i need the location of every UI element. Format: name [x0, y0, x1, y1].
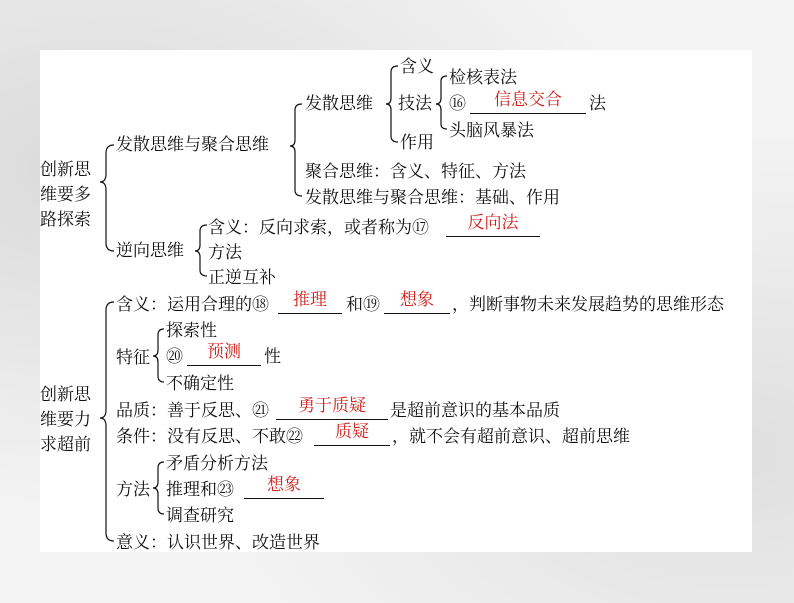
- part2-title-line-1: 创新思: [40, 385, 91, 405]
- blank17-underline: [446, 236, 540, 237]
- technique-info-suffix: 法: [589, 94, 606, 114]
- blank18-underline: [278, 313, 342, 314]
- feature-predict-suffix: 性: [264, 347, 281, 367]
- reverse-label: 逆向思维: [116, 241, 184, 261]
- convergent-label: 聚合思维：含义、特征、方法: [305, 162, 526, 182]
- blank18-answer: 推理: [293, 290, 327, 310]
- technique-brainstorm: 头脑风暴法: [449, 121, 534, 141]
- brace-divergent-convergent: [290, 104, 302, 196]
- method-survey: 调查研究: [166, 506, 234, 526]
- reverse-complement: 正逆互补: [208, 268, 276, 288]
- divergent-convergent-label: 发散思维与聚合思维: [116, 135, 269, 155]
- and19-label: 和⑲: [346, 295, 380, 315]
- part1-title-line-3: 路探索: [40, 210, 91, 230]
- method-contradiction: 矛盾分析方法: [166, 454, 268, 474]
- brace-feature: [153, 329, 164, 382]
- relation-label: 发散思维与聚合思维：基础、作用: [305, 188, 560, 208]
- blank21-answer: 勇于质疑: [298, 396, 366, 416]
- blank20-answer: 预测: [207, 342, 241, 362]
- blank17-answer: 反向法: [467, 213, 519, 233]
- part2-title-line-2: 维要力: [40, 410, 91, 430]
- blank22-answer: 质疑: [335, 422, 369, 442]
- divergent-meaning: 含义: [400, 57, 434, 77]
- brace-divergent: [386, 66, 398, 142]
- significance-label: 意义：认识世界、改造世界: [116, 533, 320, 553]
- reverse-method: 方法: [208, 243, 242, 263]
- part1-title-line-2: 维要多: [40, 185, 91, 205]
- blank19-underline: [384, 313, 450, 314]
- quality-prefix: 品质：善于反思、㉑: [116, 401, 269, 421]
- foresight-meaning-prefix: 含义：运用合理的⑱: [116, 295, 269, 315]
- blank23-underline: [244, 498, 324, 499]
- feature-uncertain: 不确定性: [166, 374, 234, 394]
- blank16-answer: 信息交合: [494, 90, 562, 110]
- part1-title-line-1: 创新思: [40, 160, 91, 180]
- condition-suffix: ，就不会有超前意识、超前思维: [392, 427, 630, 447]
- blank21-underline: [276, 419, 388, 420]
- blank22-underline: [314, 445, 390, 446]
- method-label: 方法: [116, 480, 150, 500]
- blank16-underline: [470, 113, 586, 114]
- brace-part1: [100, 145, 114, 251]
- blank23-answer: 想象: [267, 475, 301, 495]
- blank16-number: ⑯: [449, 94, 466, 114]
- divergent-function: 作用: [400, 133, 434, 153]
- feature-label: 特征: [116, 348, 150, 368]
- brace-part2: [100, 302, 114, 541]
- brace-reverse: [195, 225, 207, 276]
- foresight-meaning-suffix: ，判断事物未来发展趋势的思维形态: [452, 295, 724, 315]
- reverse-meaning: 含义：反向求索，或者称为⑰: [208, 218, 429, 238]
- part2-title-line-3: 求超前: [40, 435, 91, 455]
- blank19-answer: 想象: [400, 290, 434, 310]
- blank20-number: ⑳: [166, 347, 183, 367]
- blank20-underline: [187, 365, 261, 366]
- condition-prefix: 条件：没有反思、不敢㉒: [116, 427, 303, 447]
- divergent-label: 发散思维: [305, 94, 373, 114]
- divergent-method: 技法: [398, 94, 432, 114]
- method-reasoning: 推理和㉓: [166, 480, 234, 500]
- quality-suffix: 是超前意识的基本品质: [390, 401, 560, 421]
- technique-checklist: 检核表法: [449, 68, 517, 88]
- brace-method: [153, 462, 164, 514]
- brace-technique: [436, 76, 447, 129]
- feature-explore: 探索性: [166, 321, 217, 341]
